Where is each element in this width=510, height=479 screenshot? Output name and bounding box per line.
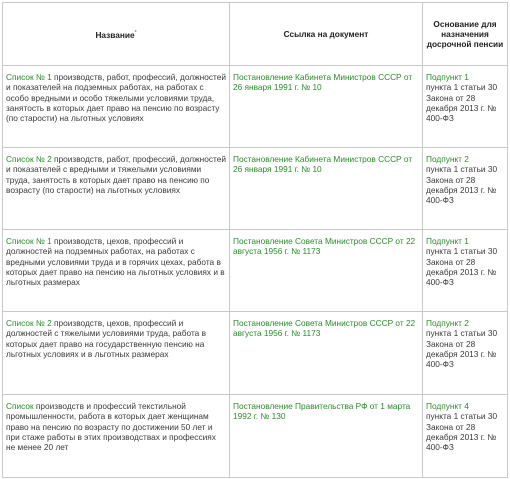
table-row	[3, 312, 508, 395]
basis-subpoint-link[interactable]: Подпункт 4	[426, 401, 469, 411]
row-basis-cell	[423, 148, 508, 230]
row-name-cell	[3, 66, 230, 148]
row-name-cell	[3, 148, 230, 230]
basis-text: пункта 1 статьи 30 Закона от 28 декабря 2013 г. № 400-ФЗ	[426, 411, 498, 453]
basis-text: пункта 1 статьи 30 Закона от 28 декабря 2013 г. № 400-ФЗ	[426, 82, 498, 124]
basis-text: пункта 1 статьи 30 Закона от 28 декабря 2013 г. № 400-ФЗ	[426, 328, 498, 370]
document-link[interactable]: Постановление Кабинета Министров СССР от 26 января 1991 г. № 10	[230, 148, 423, 230]
list-description: производств, работ, профессий, должностей и показателей с вредными и тяжелыми условиями труда, занятость в которых дает право на пенсию по возрасту (по старости) на льготных условиях	[6, 154, 226, 195]
row-name-cell	[3, 312, 230, 395]
list-description: производств, работ, профессий, должностей и показателей на подземных работах, на работах с особо вредными и особо тяжелыми условиями труда, занятость в которых дает право на пенсию по возрасту (по старости) на льготных условиях	[6, 72, 226, 124]
list-description: производств, цехов, профессий и должностей с тяжелыми условиями труда, работа в которых дает право на государственную пенсию на льготных условиях и в льготных размерах	[6, 318, 206, 359]
pension-lists-table	[2, 2, 508, 478]
document-link[interactable]: Постановление Кабинета Министров СССР от 26 января 1991 г. № 10	[230, 66, 423, 148]
basis-text: пункта 1 статьи 30 Закона от 28 декабря 2013 г. № 400-ФЗ	[426, 164, 498, 206]
document-link[interactable]: Постановление Совета Министров СССР от 22 августа 1956 г. № 1173	[230, 230, 423, 312]
list-title-link[interactable]: Список № 1	[6, 236, 52, 246]
basis-subpoint-link[interactable]: Подпункт 2	[426, 318, 469, 328]
column-header-name: Название*	[3, 3, 230, 66]
basis-subpoint-link[interactable]: Подпункт 1	[426, 72, 469, 82]
list-description: производств, цехов, профессий и должностей на подземных работах, на работах с вредными условиями труда и в горячих цехах, работа в которых дает право на пенсию на льготных условиях и в льготных размерах	[6, 236, 225, 288]
row-basis-cell	[423, 230, 508, 312]
table-row	[3, 148, 508, 230]
list-title-link[interactable]: Список № 2	[6, 154, 52, 164]
document-link[interactable]: Постановление Правительства РФ от 1 марта 1992 г. № 130	[230, 395, 423, 478]
list-title-link[interactable]: Список № 2	[6, 318, 52, 328]
row-name-cell	[3, 395, 230, 478]
table-header-row	[3, 3, 508, 66]
column-header-link: Ссылка на документ	[230, 3, 423, 66]
document-link[interactable]: Постановление Совета Министров СССР от 22 августа 1956 г. № 1173	[230, 312, 423, 395]
table-row	[3, 230, 508, 312]
column-header-basis: Основание для назначения досрочной пенсии	[423, 3, 508, 66]
header-mark: *	[134, 29, 137, 36]
list-title-link[interactable]: Список № 1	[6, 72, 52, 82]
row-basis-cell	[423, 312, 508, 395]
row-name-cell	[3, 230, 230, 312]
basis-subpoint-link[interactable]: Подпункт 2	[426, 154, 469, 164]
row-basis-cell	[423, 66, 508, 148]
table-row	[3, 395, 508, 478]
row-basis-cell	[423, 395, 508, 478]
table-row	[3, 66, 508, 148]
list-title-link[interactable]: Список	[6, 401, 34, 411]
list-description: производств и профессий текстильной промышленности, работа в которых дает женщинам право на пенсию по возрасту по достижении 50 лет и при стаже работы в этих производствах и профессиях не менее 20 лет	[6, 401, 216, 453]
basis-text: пункта 1 статьи 30 Закона от 28 декабря 2013 г. № 400-ФЗ	[426, 246, 498, 288]
basis-subpoint-link[interactable]: Подпункт 1	[426, 236, 469, 246]
